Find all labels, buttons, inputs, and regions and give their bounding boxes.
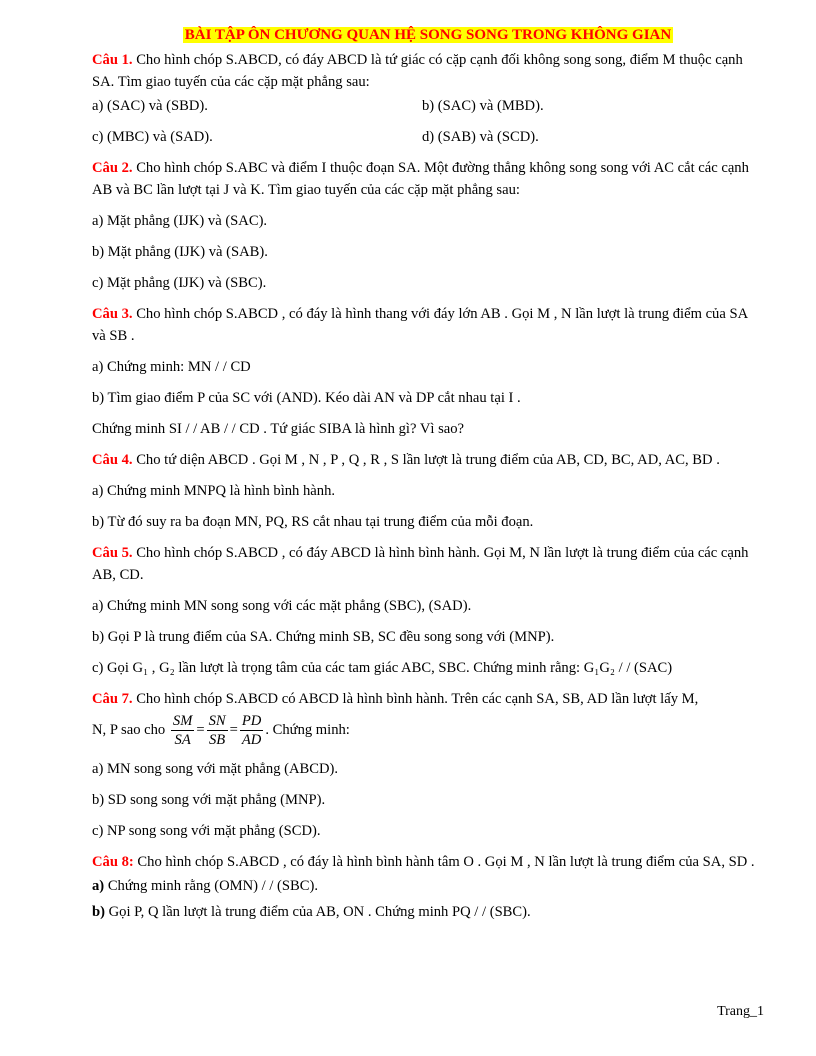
- question-3-b: b) Tìm giao điểm P của SC với (AND). Kéo dài AN và DP cắt nhau tại I .: [92, 390, 521, 406]
- question-3-c: Chứng minh SI / / AB / / CD . Tứ giác SIBA là hình gì? Vì sao?: [92, 421, 465, 437]
- question-5: [92, 542, 764, 679]
- question-1-stem: Câu 1. Cho hình chóp S.ABCD, có đáy ABCD là tứ giác có cặp cạnh đối không song song, điểm M thuộc cạnh SA. Tìm giao tuyến của các cặp mặt phẳng sau:: [92, 52, 743, 90]
- question-7-stem-line-2: N, P sao cho $\frac{SM}{SA}$ = $\frac{SN}{SB}$ = $\frac{PD}{AD}$ . Chứng minh:: [92, 713, 350, 748]
- question-2: [92, 157, 764, 294]
- question-5-c: c) Gọi G₁ , G₂ lần lượt là trọng tâm của các tam giác ABC, SBC. Chứng minh rằng: G₁G₂ / / (SAC): [92, 660, 673, 676]
- question-1-c: c) (MBC) và (SAD).: [92, 129, 213, 145]
- question-4-b: b) Từ đó suy ra ba đoạn MN, PQ, RS cắt nhau tại trung điểm của mỗi đoạn.: [92, 514, 534, 530]
- question-7-a: a) MN song song với mặt phẳng (ABCD).: [92, 761, 339, 777]
- question-2-c: c) Mặt phẳng (IJK) và (SBC).: [92, 275, 267, 291]
- question-8: [92, 851, 764, 923]
- question-1-row-ab: [92, 95, 764, 117]
- question-1-row-cd: [92, 126, 764, 148]
- question-3-stem: Câu 3. Cho hình chóp S.ABCD , có đáy là hình thang với đáy lớn AB . Gọi M , N lần lượt là trung điểm của SA và SB .: [92, 306, 748, 344]
- question-7: [92, 688, 764, 842]
- document-body: [92, 24, 764, 923]
- question-2-b: b) Mặt phẳng (IJK) và (SAB).: [92, 244, 268, 260]
- question-5-a: a) Chứng minh MN song song với các mặt phẳng (SBC), (SAD).: [92, 598, 472, 614]
- fraction-pd-ad: $\frac{PD}{AD}$: [241, 713, 262, 748]
- question-4: [92, 449, 764, 533]
- question-7-b: b) SD song song với mặt phẳng (MNP).: [92, 792, 326, 808]
- question-8-b: b) Gọi P, Q lần lượt là trung điểm của AB, ON . Chứng minh PQ / / (SBC).: [92, 904, 531, 920]
- question-3-a: a) Chứng minh: MN / / CD: [92, 359, 251, 375]
- page-number: Trang_1: [717, 1004, 764, 1019]
- question-4-a: a) Chứng minh MNPQ là hình bình hành.: [92, 483, 336, 499]
- question-1-d: d) (SAB) và (SCD).: [422, 129, 539, 145]
- question-7-stem-line-1: Câu 7. Cho hình chóp S.ABCD có ABCD là hình bình hành. Trên các cạnh SA, SB, AD lần lượt lấy M,: [92, 691, 699, 707]
- question-7-c: c) NP song song với mặt phẳng (SCD).: [92, 823, 321, 839]
- question-5-b: b) Gọi P là trung điểm của SA. Chứng minh SB, SC đều song song với (MNP).: [92, 629, 555, 645]
- question-1: [92, 49, 764, 148]
- question-4-stem: Câu 4. Cho tứ diện ABCD . Gọi M , N , P , Q , R , S lần lượt là trung điểm của AB, CD, BC, AD, AC, BD .: [92, 452, 720, 468]
- question-2-stem: Câu 2. Cho hình chóp S.ABC và điểm I thuộc đoạn SA. Một đường thẳng không song song với AC cắt các cạnh AB và BC lần lượt tại J và K. Tìm giao tuyến của các cặp mặt phẳng sau:: [92, 160, 749, 198]
- document-title: BÀI TẬP ÔN CHƯƠNG QUAN HỆ SONG SONG TRONG KHÔNG GIAN: [184, 27, 672, 43]
- question-3: [92, 303, 764, 440]
- question-5-stem: Câu 5. Cho hình chóp S.ABCD , có đáy ABCD là hình bình hành. Gọi M, N lần lượt là trung điểm của các cạnh AB, CD.: [92, 545, 749, 583]
- question-2-a: a) Mặt phẳng (IJK) và (SAC).: [92, 213, 268, 229]
- fraction-sm-sa: $\frac{SM}{SA}$: [172, 713, 193, 748]
- fraction-sn-sb: $\frac{SN}{SB}$: [208, 713, 226, 748]
- question-1-b: b) (SAC) và (MBD).: [422, 98, 544, 114]
- question-8-a: a) Chứng minh rằng (OMN) / / (SBC).: [92, 878, 319, 894]
- question-1-a: a) (SAC) và (SBD).: [92, 98, 208, 114]
- question-8-stem: Câu 8: Cho hình chóp S.ABCD , có đáy là hình bình hành tâm O . Gọi M , N lần lượt là trung điểm của SA, SD .: [92, 854, 755, 870]
